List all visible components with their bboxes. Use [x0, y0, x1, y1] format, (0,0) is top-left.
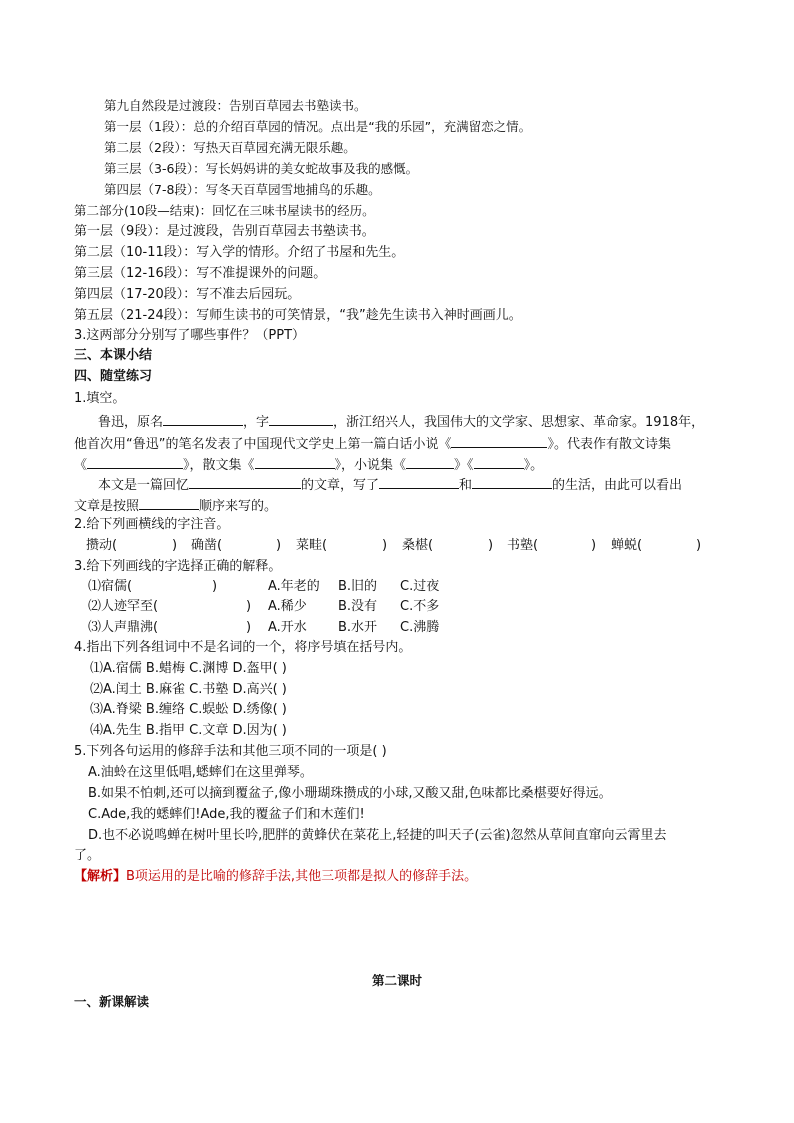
q1-line-4 — [98, 474, 682, 496]
q3-option: B.旧的 — [338, 579, 378, 594]
blank-name[interactable] — [163, 411, 243, 426]
q4-row-1: ⑴A.宿儒 B.蜡梅 C.渊博 D.盔甲( ) — [90, 661, 287, 676]
q1-line-2 — [74, 433, 671, 455]
q1-text: 《 — [74, 458, 88, 473]
q1-text: 文章是按照 — [74, 499, 140, 514]
q5-option-d: D.也不必说鸣蝉在树叶里长吟,肥胖的黄蜂伏在菜花上,轻捷的叫天子(云雀)忽然从草间直窜向云霄里去 — [88, 828, 667, 843]
q3-item-1: ⑴宿儒( — [88, 579, 133, 594]
structure-line-4: 第三层（3-6段）：写长妈妈讲的美女蛇故事及我的感慨。 — [104, 161, 419, 176]
q1-text: 》。代表作有散文诗集 — [547, 437, 671, 452]
q2-word-6: 蝉蜕( — [611, 538, 643, 553]
q1-line-1 — [98, 411, 704, 433]
part-two-line: 第二部分(10段—结束)：回忆在三味书屋读书的经历。 — [74, 203, 375, 218]
q1-text: 和 — [459, 478, 473, 493]
analysis-text: B项运用的是比喻的修辞手法,其他三项都是拟人的修辞手法。 — [126, 869, 478, 884]
q1-text: ，浙江绍兴人，我国伟大的文学家、思想家、革命家。1918年， — [333, 415, 705, 430]
q2-word-1: 攒动( — [86, 538, 118, 553]
q2-paren[interactable]: ) — [696, 538, 702, 553]
question-3-ppt: 3.这两部分分别写了哪些事件？（PPT） — [74, 328, 306, 343]
q1-text: 》，小说集《 — [334, 458, 407, 473]
layer-line-4: 第四层（17-20段）：写不准去后园玩。 — [74, 287, 301, 302]
q2-paren[interactable]: ) — [488, 538, 494, 553]
q1-line-5 — [74, 495, 277, 517]
heading-new-lesson: 一、新课解读 — [74, 994, 150, 1009]
q3-option: A.开水 — [268, 620, 307, 635]
q3-option: C.沸腾 — [400, 620, 440, 635]
q3-option: A.稀少 — [268, 599, 307, 614]
q4-row-3: ⑶A.脊梁 B.缠络 C.蜈蚣 D.绣像( ) — [90, 702, 287, 717]
q5-option-c: C.Ade,我的蟋蟀们!Ade,我的覆盆子们和木莲们! — [88, 807, 365, 822]
blank-prose-poems[interactable] — [87, 454, 183, 469]
q3-item-2: ⑵人迹罕至( — [88, 599, 159, 614]
q5-title: 5.下列各句运用的修辞手法和其他三项不同的一项是( ) — [74, 744, 387, 759]
q1-text: 顺序来写的。 — [199, 499, 278, 514]
q3-option: C.不多 — [400, 599, 440, 614]
structure-line-1: 第九自然段是过渡段：告别百草园去书塾读书。 — [104, 98, 367, 113]
q1-text: 》。 — [523, 458, 544, 473]
q1-text: 鲁迅，原名 — [98, 415, 164, 430]
layer-line-2: 第二层（10-11段）：写入学的情形。介绍了书屋和先生。 — [74, 245, 405, 260]
q4-row-2: ⑵A.闰土 B.麻雀 C.书塾 D.高兴( ) — [90, 682, 287, 697]
q2-paren[interactable]: ) — [591, 538, 597, 553]
q3-title: 3.给下列画线的字选择正确的解释。 — [74, 559, 282, 574]
blank-life-2[interactable] — [472, 474, 552, 489]
q4-title: 4.指出下列各组词中不是名词的一个，将序号填在括号内。 — [74, 640, 412, 655]
layer-line-1: 第一层（9段）：是过渡段，告别百草园去书塾读书。 — [74, 224, 375, 239]
blank-life-1[interactable] — [379, 474, 459, 489]
blank-novels-2[interactable] — [474, 454, 524, 469]
q1-line-3 — [74, 454, 543, 476]
q2-word-5: 书塾( — [507, 538, 539, 553]
q3-option: B.没有 — [338, 599, 378, 614]
q3-option: B.水开 — [338, 620, 378, 635]
q2-word-4: 桑椹( — [402, 538, 434, 553]
q5-option-b: B.如果不怕刺,还可以摘到覆盆子,像小珊瑚珠攒成的小球,又酸又甜,色味都比桑椹要好得远。 — [88, 786, 612, 801]
q2-paren[interactable]: ) — [276, 538, 282, 553]
q2-word-3: 菜畦( — [296, 538, 328, 553]
q5-option-d-cont: 了。 — [74, 848, 101, 863]
q1-text: 的文章，写了 — [301, 478, 380, 493]
q1-text: 他首次用“鲁迅”的笔名发表了中国现代文学史上第一篇白话小说《 — [74, 437, 452, 452]
heading-summary: 三、本课小结 — [74, 348, 153, 363]
lesson-two-title: 第二课时 — [371, 973, 422, 988]
structure-line-2: 第一层（1段）：总的介绍百草园的情况。点出是“我的乐园”，充满留恋之情。 — [104, 119, 532, 134]
q2-paren[interactable]: ) — [382, 538, 388, 553]
q3-paren[interactable]: ) — [246, 599, 252, 614]
q5-option-a: A.油蛉在这里低唱,蟋蟀们在这里弹琴。 — [88, 765, 313, 780]
q3-paren[interactable]: ) — [246, 620, 252, 635]
layer-line-3: 第三层（12-16段）：写不准提课外的问题。 — [74, 266, 327, 281]
blank-recall[interactable] — [189, 474, 301, 489]
structure-line-3: 第二层（2段）：写热天百草园充满无限乐趣。 — [104, 140, 356, 155]
blank-novel[interactable] — [451, 433, 547, 448]
blank-courtesy-name[interactable] — [269, 411, 333, 426]
blank-order[interactable] — [139, 495, 199, 510]
q1-title: 1.填空。 — [74, 391, 126, 406]
heading-practice: 四、随堂练习 — [74, 369, 153, 384]
q3-option: C.过夜 — [400, 579, 440, 594]
q1-text: 》，散文集《 — [183, 458, 255, 473]
q5-analysis — [74, 867, 477, 887]
blank-essays[interactable] — [255, 454, 335, 469]
q3-option: A.年老的 — [268, 579, 320, 594]
q2-paren[interactable]: ) — [172, 538, 178, 553]
q2-title: 2.给下列画横线的字注音。 — [74, 517, 230, 532]
q3-paren[interactable]: ) — [212, 579, 218, 594]
analysis-tag: 【解析】 — [74, 869, 127, 884]
blank-novels-1[interactable] — [406, 454, 454, 469]
structure-line-5: 第四层（7-8段）：写冬天百草园雪地捕鸟的乐趣。 — [104, 182, 381, 197]
q1-text: 本文是一篇回忆 — [98, 478, 190, 493]
layer-line-5: 第五层（21-24段）：写师生读书的可笑情景，“我”趁先生读书入神时画画儿。 — [74, 308, 522, 323]
q2-word-2: 确凿( — [191, 538, 223, 553]
q1-text: 的生活，由此可以看出 — [552, 478, 683, 493]
q1-text: 》《 — [454, 458, 474, 473]
q3-item-3: ⑶人声鼎沸( — [88, 620, 159, 635]
q1-text: ，字 — [243, 415, 270, 430]
q4-row-4: ⑷A.先生 B.指甲 C.文章 D.因为( ) — [90, 723, 287, 738]
